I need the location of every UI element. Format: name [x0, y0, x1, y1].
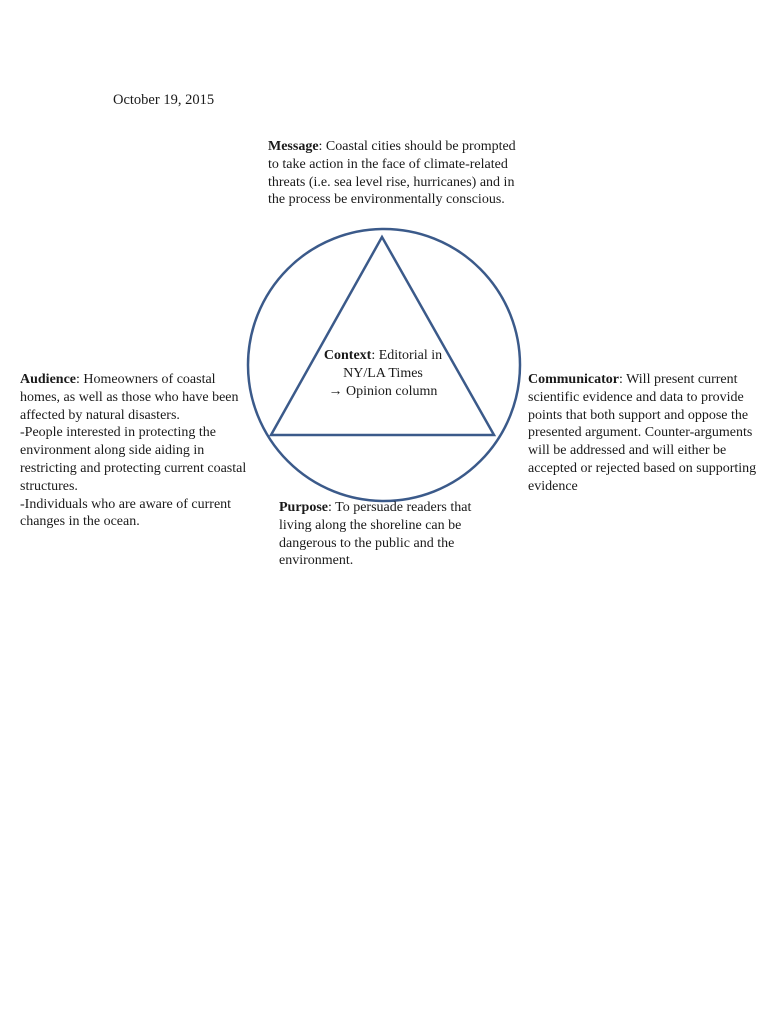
- context-label: Context: [323, 348, 372, 363]
- document-date: October 19, 2015: [113, 92, 215, 108]
- message-text: : Coastal cities should be prompted to take action in the face of climate-related threats (i.e. sea level rise, hurricanes) and in the process be environmentally conscious.: [268, 139, 516, 208]
- audience-item-3: -Individuals who are aware of current changes in the ocean.: [20, 496, 232, 530]
- communicator-text: : Will present current scientific evidence and data to provide points that both support and oppose the presented argument. Counter-arguments will be addressed and will either be accepted or rejected based on supporting evidence: [528, 372, 757, 494]
- audience-block: [20, 371, 256, 531]
- purpose-block: [279, 499, 499, 570]
- audience-text: : Homeowners of coastal homes, as well as those who have been affected by natural disasters.: [20, 372, 239, 423]
- context-block: [318, 347, 448, 400]
- purpose-label: Purpose: [279, 500, 328, 515]
- communicator-label: Communicator: [528, 372, 619, 387]
- audience-item-2: -People interested in protecting the environment along side aiding in restricting and protecting current coastal structures.: [20, 425, 247, 494]
- inner-triangle: [271, 237, 494, 435]
- context-text: : Editorial in NY/LA Times: [343, 348, 443, 381]
- message-label: Message: [268, 139, 319, 154]
- communicator-block: [528, 371, 758, 496]
- audience-label: Audience: [20, 372, 76, 387]
- context-line2: → Opinion column: [328, 383, 438, 399]
- purpose-text: : To persuade readers that living along the shoreline can be dangerous to the public and the environment.: [279, 500, 472, 569]
- message-block: [268, 138, 520, 209]
